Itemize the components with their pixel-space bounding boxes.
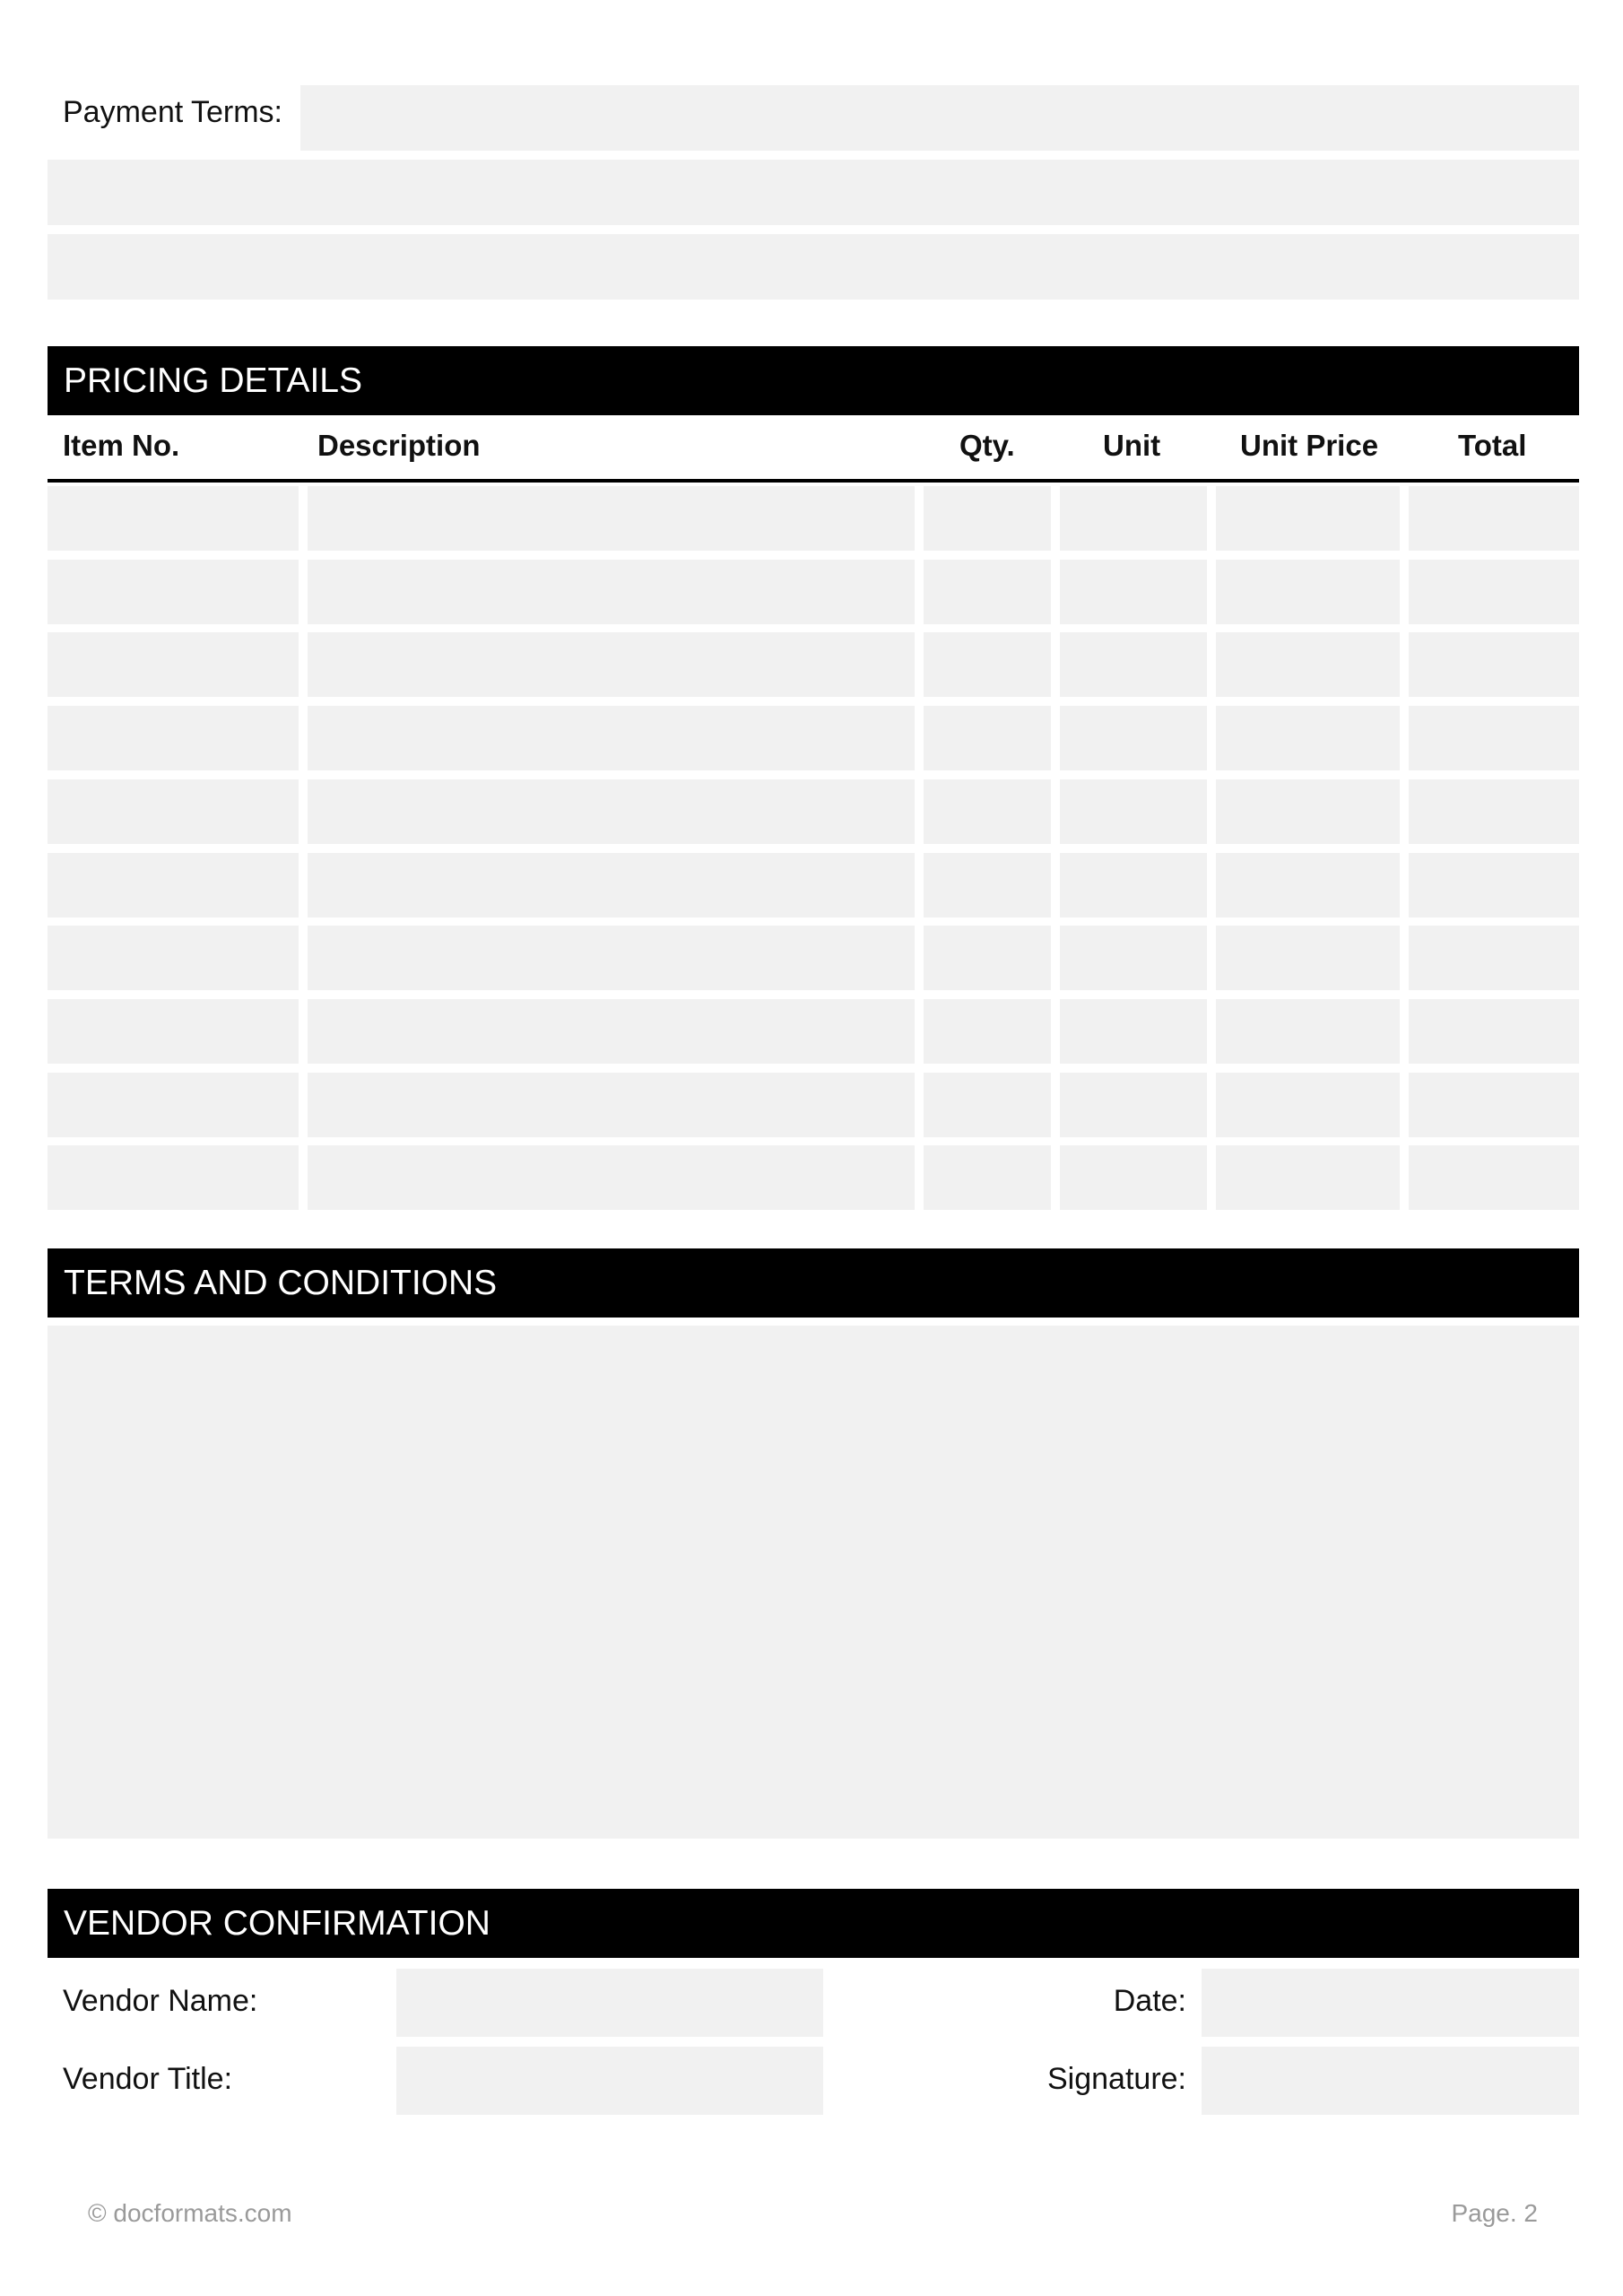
pricing-cell-unit[interactable]: [1060, 1073, 1207, 1137]
pricing-cell-unit[interactable]: [1060, 926, 1207, 990]
pricing-cell-item-no[interactable]: [48, 779, 299, 844]
terms-and-conditions-field[interactable]: [48, 1326, 1579, 1839]
pricing-cell-unit[interactable]: [1060, 853, 1207, 918]
pricing-cell-unit[interactable]: [1060, 560, 1207, 624]
pricing-cell-unit-price[interactable]: [1216, 779, 1400, 844]
col-header-unit: Unit: [1103, 429, 1161, 462]
pricing-cell-item-no[interactable]: [48, 706, 299, 770]
payment-terms-field[interactable]: [300, 85, 1579, 151]
payment-terms-field-line-2[interactable]: [48, 160, 1579, 225]
col-header-item-no: Item No.: [63, 429, 180, 462]
col-header-qty: Qty.: [959, 429, 1015, 462]
vendor-name-label: Vendor Name:: [63, 1984, 258, 2018]
pricing-cell-description[interactable]: [308, 486, 915, 551]
payment-terms-label: Payment Terms:: [63, 95, 283, 129]
pricing-cell-unit-price[interactable]: [1216, 1073, 1400, 1137]
pricing-cell-qty[interactable]: [924, 853, 1051, 918]
pricing-cell-qty[interactable]: [924, 926, 1051, 990]
pricing-cell-item-no[interactable]: [48, 853, 299, 918]
pricing-cell-total[interactable]: [1409, 1073, 1579, 1137]
pricing-cell-unit-price[interactable]: [1216, 853, 1400, 918]
pricing-cell-unit-price[interactable]: [1216, 560, 1400, 624]
pricing-cell-total[interactable]: [1409, 999, 1579, 1064]
vendor-confirmation-header: VENDOR CONFIRMATION: [48, 1889, 1579, 1958]
pricing-cell-unit[interactable]: [1060, 486, 1207, 551]
pricing-cell-unit[interactable]: [1060, 632, 1207, 697]
signature-label: Signature:: [1047, 2062, 1186, 2096]
pricing-cell-unit[interactable]: [1060, 999, 1207, 1064]
pricing-cell-total[interactable]: [1409, 1145, 1579, 1210]
pricing-cell-total[interactable]: [1409, 853, 1579, 918]
header-rule: [48, 479, 1579, 483]
pricing-cell-total[interactable]: [1409, 926, 1579, 990]
col-header-description: Description: [317, 429, 481, 462]
pricing-cell-unit-price[interactable]: [1216, 706, 1400, 770]
footer-copyright: © docformats.com: [88, 2199, 292, 2227]
pricing-cell-description[interactable]: [308, 1145, 915, 1210]
pricing-cell-total[interactable]: [1409, 632, 1579, 697]
pricing-cell-total[interactable]: [1409, 486, 1579, 551]
pricing-cell-unit-price[interactable]: [1216, 999, 1400, 1064]
pricing-cell-description[interactable]: [308, 779, 915, 844]
pricing-cell-description[interactable]: [308, 999, 915, 1064]
pricing-cell-unit[interactable]: [1060, 1145, 1207, 1210]
pricing-cell-unit[interactable]: [1060, 706, 1207, 770]
pricing-cell-qty[interactable]: [924, 1073, 1051, 1137]
pricing-cell-unit[interactable]: [1060, 779, 1207, 844]
pricing-cell-item-no[interactable]: [48, 1073, 299, 1137]
pricing-cell-total[interactable]: [1409, 706, 1579, 770]
terms-and-conditions-header: TERMS AND CONDITIONS: [48, 1248, 1579, 1318]
pricing-cell-item-no[interactable]: [48, 999, 299, 1064]
pricing-cell-qty[interactable]: [924, 706, 1051, 770]
pricing-details-header: PRICING DETAILS: [48, 346, 1579, 415]
pricing-cell-description[interactable]: [308, 706, 915, 770]
col-header-unit-price: Unit Price: [1240, 429, 1379, 462]
footer-page-number: Page. 2: [1451, 2199, 1538, 2227]
vendor-name-field[interactable]: [396, 1969, 823, 2037]
pricing-cell-qty[interactable]: [924, 779, 1051, 844]
date-field[interactable]: [1202, 1969, 1579, 2037]
pricing-cell-qty[interactable]: [924, 560, 1051, 624]
pricing-cell-qty[interactable]: [924, 486, 1051, 551]
pricing-cell-description[interactable]: [308, 560, 915, 624]
pricing-cell-description[interactable]: [308, 853, 915, 918]
pricing-cell-qty[interactable]: [924, 632, 1051, 697]
signature-field[interactable]: [1202, 2047, 1579, 2115]
pricing-cell-item-no[interactable]: [48, 1145, 299, 1210]
pricing-cell-qty[interactable]: [924, 1145, 1051, 1210]
vendor-title-field[interactable]: [396, 2047, 823, 2115]
pricing-cell-description[interactable]: [308, 926, 915, 990]
pricing-cell-item-no[interactable]: [48, 560, 299, 624]
pricing-cell-total[interactable]: [1409, 560, 1579, 624]
pricing-cell-total[interactable]: [1409, 779, 1579, 844]
pricing-cell-unit-price[interactable]: [1216, 926, 1400, 990]
col-header-total: Total: [1458, 429, 1527, 462]
pricing-cell-item-no[interactable]: [48, 632, 299, 697]
pricing-cell-unit-price[interactable]: [1216, 1145, 1400, 1210]
date-label: Date:: [1113, 1984, 1186, 2018]
vendor-title-label: Vendor Title:: [63, 2062, 233, 2096]
payment-terms-field-line-3[interactable]: [48, 234, 1579, 300]
pricing-cell-item-no[interactable]: [48, 486, 299, 551]
pricing-cell-unit-price[interactable]: [1216, 486, 1400, 551]
pricing-cell-item-no[interactable]: [48, 926, 299, 990]
pricing-cell-description[interactable]: [308, 632, 915, 697]
pricing-cell-unit-price[interactable]: [1216, 632, 1400, 697]
pricing-cell-description[interactable]: [308, 1073, 915, 1137]
pricing-cell-qty[interactable]: [924, 999, 1051, 1064]
